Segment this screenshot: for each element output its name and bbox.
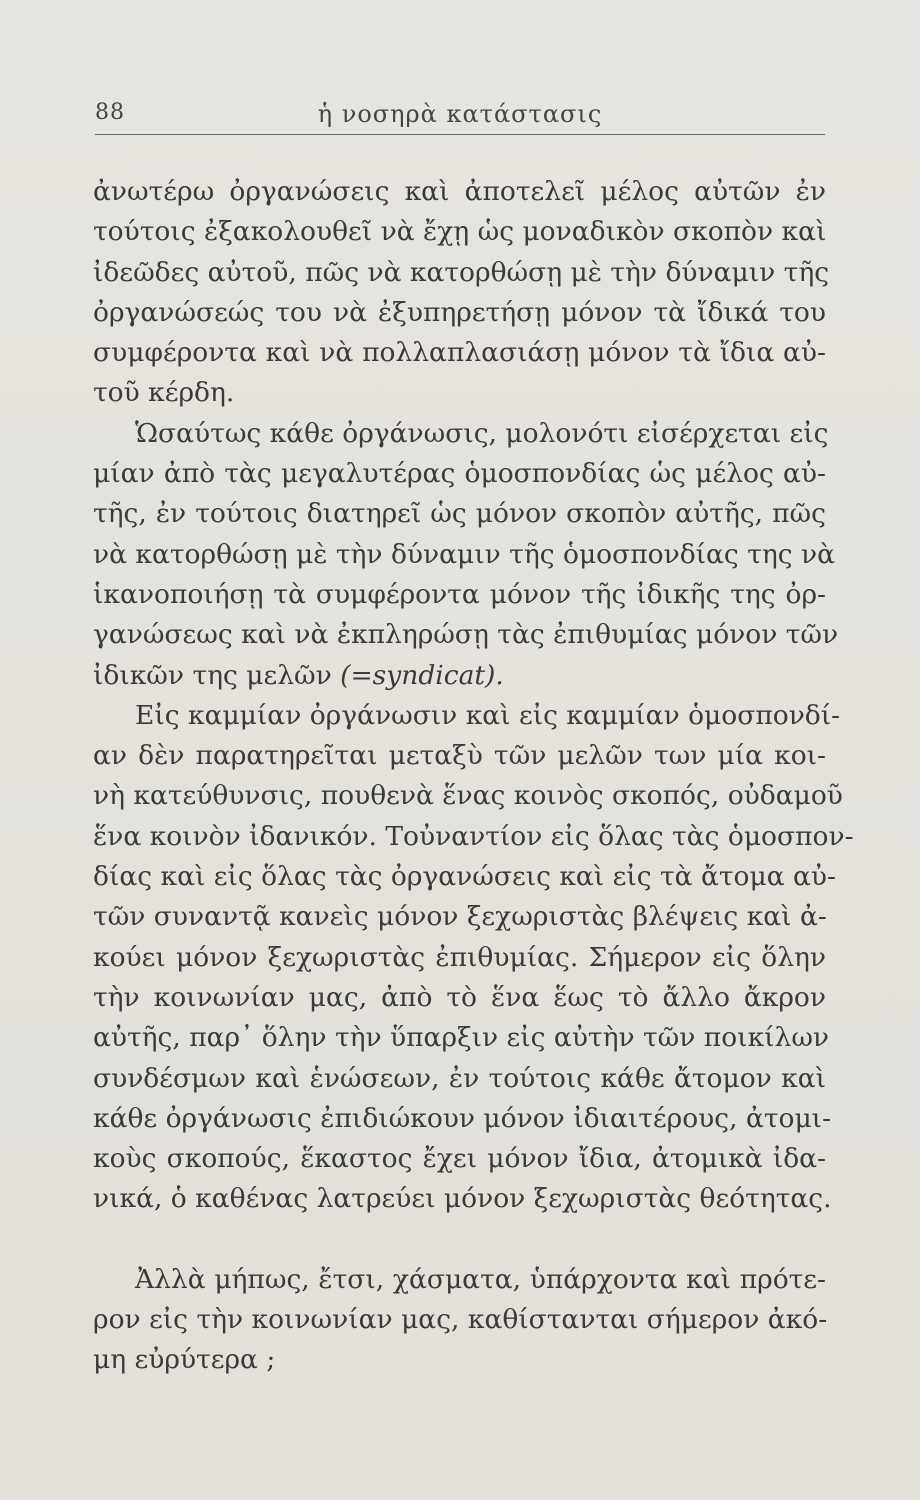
text-line: τὴν κοινωνίαν μας, ἀπὸ τὸ ἕνα ἕως τὸ ἄλλο ἄκρον <box>93 981 826 1013</box>
text-line: δίας καὶ εἰς ὅλας τὰς ὀργανώσεις καὶ εἰς τὰ ἄτομα αὐ- <box>93 861 836 893</box>
text-line: κούει μόνον ξεχωριστὰς ἐπιθυμίας. Σήμερον εἰς ὅλην <box>93 941 826 973</box>
text-line: αὐτῆς, παρ᾽ ὅλην τὴν ὕπαρξιν εἰς αὐτὴν τῶν ποικίλων <box>93 1022 830 1054</box>
paragraph-gap <box>93 1220 826 1260</box>
text-line: νικά, ὁ καθένας λατρεύει μόνον ξεχωριστὰς θεότητας. <box>93 1183 832 1215</box>
text-line: κοὺς σκοπούς, ἕκαστος ἔχει μόνον ἴδια, ἀτομικὰ ἰδα- <box>93 1143 826 1175</box>
page-number: 88 <box>95 100 125 125</box>
page-header <box>95 100 825 140</box>
text-line: τούτοις ἐξακολουθεῖ νὰ ἔχῃ ὡς μοναδικὸν σκοπὸν καὶ <box>93 216 827 248</box>
running-head: ἡ νοσηρὰ κατάστασις <box>317 100 603 128</box>
syndicat-term: (=syndicat). <box>340 659 504 691</box>
text-line: μη εὐρύτερα ; <box>93 1344 276 1376</box>
text-line: τοῦ κέρδη. <box>93 377 235 409</box>
text-line: Ὡσαύτως κάθε ὀργάνωσις, μολονότι εἰσέρχεται εἰς <box>135 417 829 449</box>
text-line: ἰδεῶδες αὐτοῦ, πῶς νὰ κατορθώσῃ μὲ τὴν δύναμιν τῆς <box>93 256 830 288</box>
text-line: Εἰς καμμίαν ὀργάνωσιν καὶ εἰς καμμίαν ὁμοσπονδί- <box>135 699 841 731</box>
text-line: ἀνωτέρω ὀργανώσεις καὶ ἀποτελεῖ μέλος αὐτῶν ἐν <box>93 176 826 207</box>
text-line: συνδέσμων καὶ ἑνώσεων, ἐν τούτοις κάθε ἄτομον καὶ <box>93 1062 826 1094</box>
text-line: τῆς, ἐν τούτοις διατηρεῖ ὡς μόνον σκοπὸν αὐτῆς, πῶς <box>93 498 826 530</box>
text-line: μίαν ἀπὸ τὰς μεγαλυτέρας ὁμοσπονδίας ὡς μέλος αὐ- <box>93 458 826 490</box>
text-line <box>93 656 826 696</box>
text-line: ἕνα κοινὸν ἰδανικόν. Τοὐναντίον εἰς ὅλας τὰς ὁμοσπον- <box>93 820 854 852</box>
text-line: συμφέροντα καὶ νὰ πολλαπλασιάσῃ μόνον τὰ ἴδια αὐ- <box>93 337 826 369</box>
text-line: ὀργανώσεώς του νὰ ἐξυπηρετήσῃ μόνον τὰ ἴδικά του <box>93 296 826 328</box>
text-line: γανώσεως καὶ νὰ ἐκπληρώσῃ τὰς ἐπιθυμίας μόνον τῶν <box>93 619 839 651</box>
body-text <box>93 172 854 1381</box>
text-line: ρον εἰς τὴν κοινωνίαν μας, καθίστανται σήμερον ἀκό- <box>93 1304 828 1336</box>
header-rule <box>95 134 825 135</box>
text-line: αν δὲν παρατηρεῖται μεταξὺ τῶν μελῶν των μία κοι- <box>93 740 826 772</box>
text-fragment: ἰδικῶν της μελῶν <box>93 659 341 691</box>
text-line: νὰ κατορθώσῃ μὲ τὴν δύναμιν τῆς ὁμοσπονδίας της νὰ <box>93 538 835 570</box>
text-line: κάθε ὀργάνωσις ἐπιδιώκουν μόνον ἰδιαιτέρους, ἀτομι- <box>93 1102 832 1134</box>
text-line: Ἀλλὰ μήπως, ἔτσι, χάσματα, ὑπάρχοντα καὶ πρότε- <box>135 1263 826 1295</box>
text-line: νὴ κατεύθυνσις, πουθενὰ ἕνας κοινὸς σκοπός, οὐδαμοῦ <box>93 780 843 812</box>
text-line: ἱκανοποιήσῃ τὰ συμφέροντα μόνον τῆς ἰδικῆς της ὀρ- <box>93 578 826 610</box>
text-line: τῶν συναντᾷ κανεὶς μόνον ξεχωριστὰς βλέψεις καὶ ἀ- <box>93 901 827 933</box>
